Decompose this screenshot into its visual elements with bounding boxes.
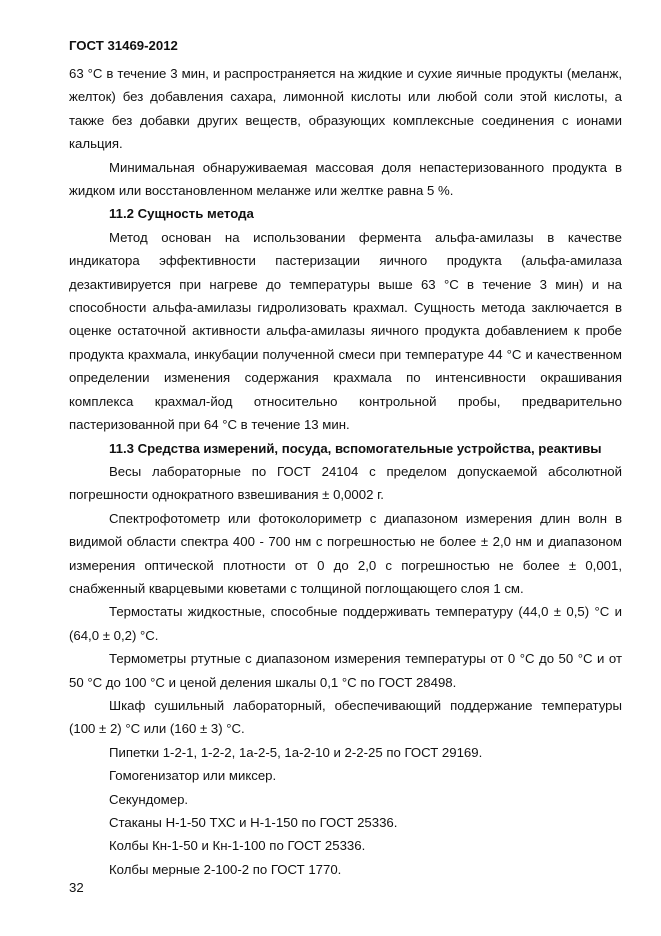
section-heading: 11.2 Сущность метода <box>109 206 254 222</box>
paragraph: Спектрофотометр или фотоколориметр с диапазоном измерения длин волн в видимой области спектра 400 - 700 нм с погрешностью не более ± 2,0 нм и диапазоном измерения оптической плотности от 0 до 2,0 с погрешностью не более ± 0,001, снабженный кварцевыми кюветами с толщиной поглощающего слоя 1 см. <box>69 510 622 596</box>
paragraph: Термостаты жидкостные, способные поддерживать температуру (44,0 ± 0,5) °С и (64,0 ± 0,2) °С. <box>69 604 622 643</box>
list-item: Колбы Кн-1-50 и Кн-1-100 по ГОСТ 25336. <box>109 838 366 854</box>
list-item: Гомогенизатор или миксер. <box>109 768 277 784</box>
page-number: 32 <box>69 880 84 895</box>
document-header: ГОСТ 31469-2012 <box>69 38 178 53</box>
section-heading: 11.3 Средства измерений, посуда, вспомогательные устройства, реактивы <box>109 440 602 456</box>
paragraph: Минимальная обнаруживаемая массовая доля непастеризованного продукта в жидком или восстановленном меланже или желтке равна 5 %. <box>69 159 622 199</box>
list-item: Колбы мерные 2-100-2 по ГОСТ 1770. <box>109 861 342 877</box>
paragraph: Метод основан на использовании фермента альфа-амилазы в качестве индикатора эффективности пастеризации яичного продукта (альфа-амилаза дезактивируется при нагреве до температуры выше 63 °С в течение 3 мин) и на способности альфа-амилазы гидролизовать крахмал. Сущность метода заключается в оценке остаточной активности альфа-амилазы яичного продукта добавлением к пробе продукта крахмала, инкубации полученной смеси при температуре 44 °С и качественном определении изменения содержания крахмала по интенсивности окрашивания комплекса крахмал-йод относительно контрольной пробы, предварительно пастеризованной при 64 °С в течение 13 мин. <box>69 229 622 433</box>
list-item: Секундомер. <box>109 791 189 807</box>
list-item: Пипетки 1-2-1, 1-2-2, 1а-2-5, 1а-2-10 и 2-2-25 по ГОСТ 29169. <box>109 744 483 760</box>
paragraph: Весы лабораторные по ГОСТ 24104 с пределом допускаемой абсолютной погрешности однократного взвешивания ± 0,0002 г. <box>69 463 622 503</box>
paragraph: Термометры ртутные с диапазоном измерения температуры от 0 °С до 50 °С и от 50 °С до 100 °С и ценой деления шкалы 0,1 °С по ГОСТ 28498. <box>69 651 622 690</box>
document-body <box>69 62 622 881</box>
paragraph: 63 °С в течение 3 мин, и распространяется на жидкие и сухие яичные продукты (меланж, желток) без добавления сахара, лимонной кислоты или любой соли этой кислоты, а также без добавки других веществ, образующих комплексные соединения с ионами кальция. <box>69 66 622 152</box>
paragraph: Шкаф сушильный лабораторный, обеспечивающий поддержание температуры (100 ± 2) °С или (160 ± 3) °С. <box>69 697 622 737</box>
list-item: Стаканы Н-1-50 ТХС и Н-1-150 по ГОСТ 25336. <box>109 815 398 830</box>
